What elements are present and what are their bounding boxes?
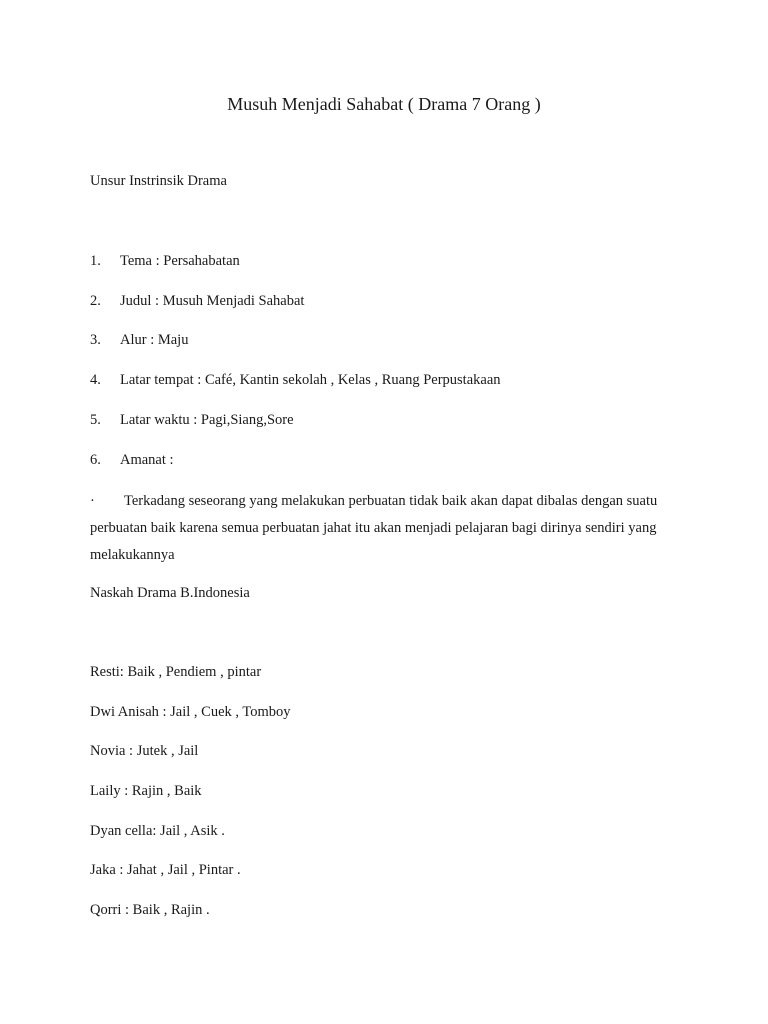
character-line: Laily : Rajin , Baik — [90, 783, 202, 799]
script-heading: Naskah Drama B.Indonesia — [90, 585, 250, 601]
character-line: Jaka : Jahat , Jail , Pintar . — [90, 862, 241, 878]
list-item — [90, 293, 304, 310]
list-item — [90, 412, 294, 429]
list-item — [90, 452, 174, 469]
list-text: Latar tempat : Café, Kantin sekolah , Kelas , Ruang Perpustakaan — [120, 372, 501, 388]
list-text: Tema : Persahabatan — [120, 253, 240, 269]
list-item — [90, 332, 188, 349]
character-line: Qorri : Baik , Rajin . — [90, 902, 210, 918]
list-number: 1. — [90, 253, 101, 269]
list-text: Latar waktu : Pagi,Siang,Sore — [120, 412, 294, 428]
list-text: Amanat : — [120, 452, 174, 468]
character-line: Dwi Anisah : Jail , Cuek , Tomboy — [90, 704, 291, 720]
list-number: 4. — [90, 372, 101, 388]
list-number: 6. — [90, 452, 101, 468]
section-heading: Unsur Instrinsik Drama — [90, 173, 227, 189]
character-line: Resti: Baik , Pendiem , pintar — [90, 664, 262, 680]
list-number: 5. — [90, 412, 101, 428]
list-item — [90, 372, 501, 389]
list-text: Judul : Musuh Menjadi Sahabat — [120, 293, 305, 309]
list-text: Alur : Maju — [120, 332, 189, 348]
list-number: 3. — [90, 332, 101, 348]
character-line: Novia : Jutek , Jail — [90, 743, 199, 759]
list-number: 2. — [90, 293, 101, 309]
document-title: Musuh Menjadi Sahabat ( Drama 7 Orang ) — [227, 94, 541, 114]
bullet-mark: · — [90, 493, 95, 509]
character-line: Dyan cella: Jail , Asik . — [90, 823, 225, 839]
amanat-paragraph — [90, 488, 670, 569]
amanat-text: Terkadang seseorang yang melakukan perbuatan tidak baik akan dapat dibalas dengan suatu perbuatan baik karena semua perbuatan jahat itu akan menjadi pelajaran bagi dirinya sendiri yang melakukannya — [90, 493, 658, 563]
list-item — [90, 253, 240, 270]
